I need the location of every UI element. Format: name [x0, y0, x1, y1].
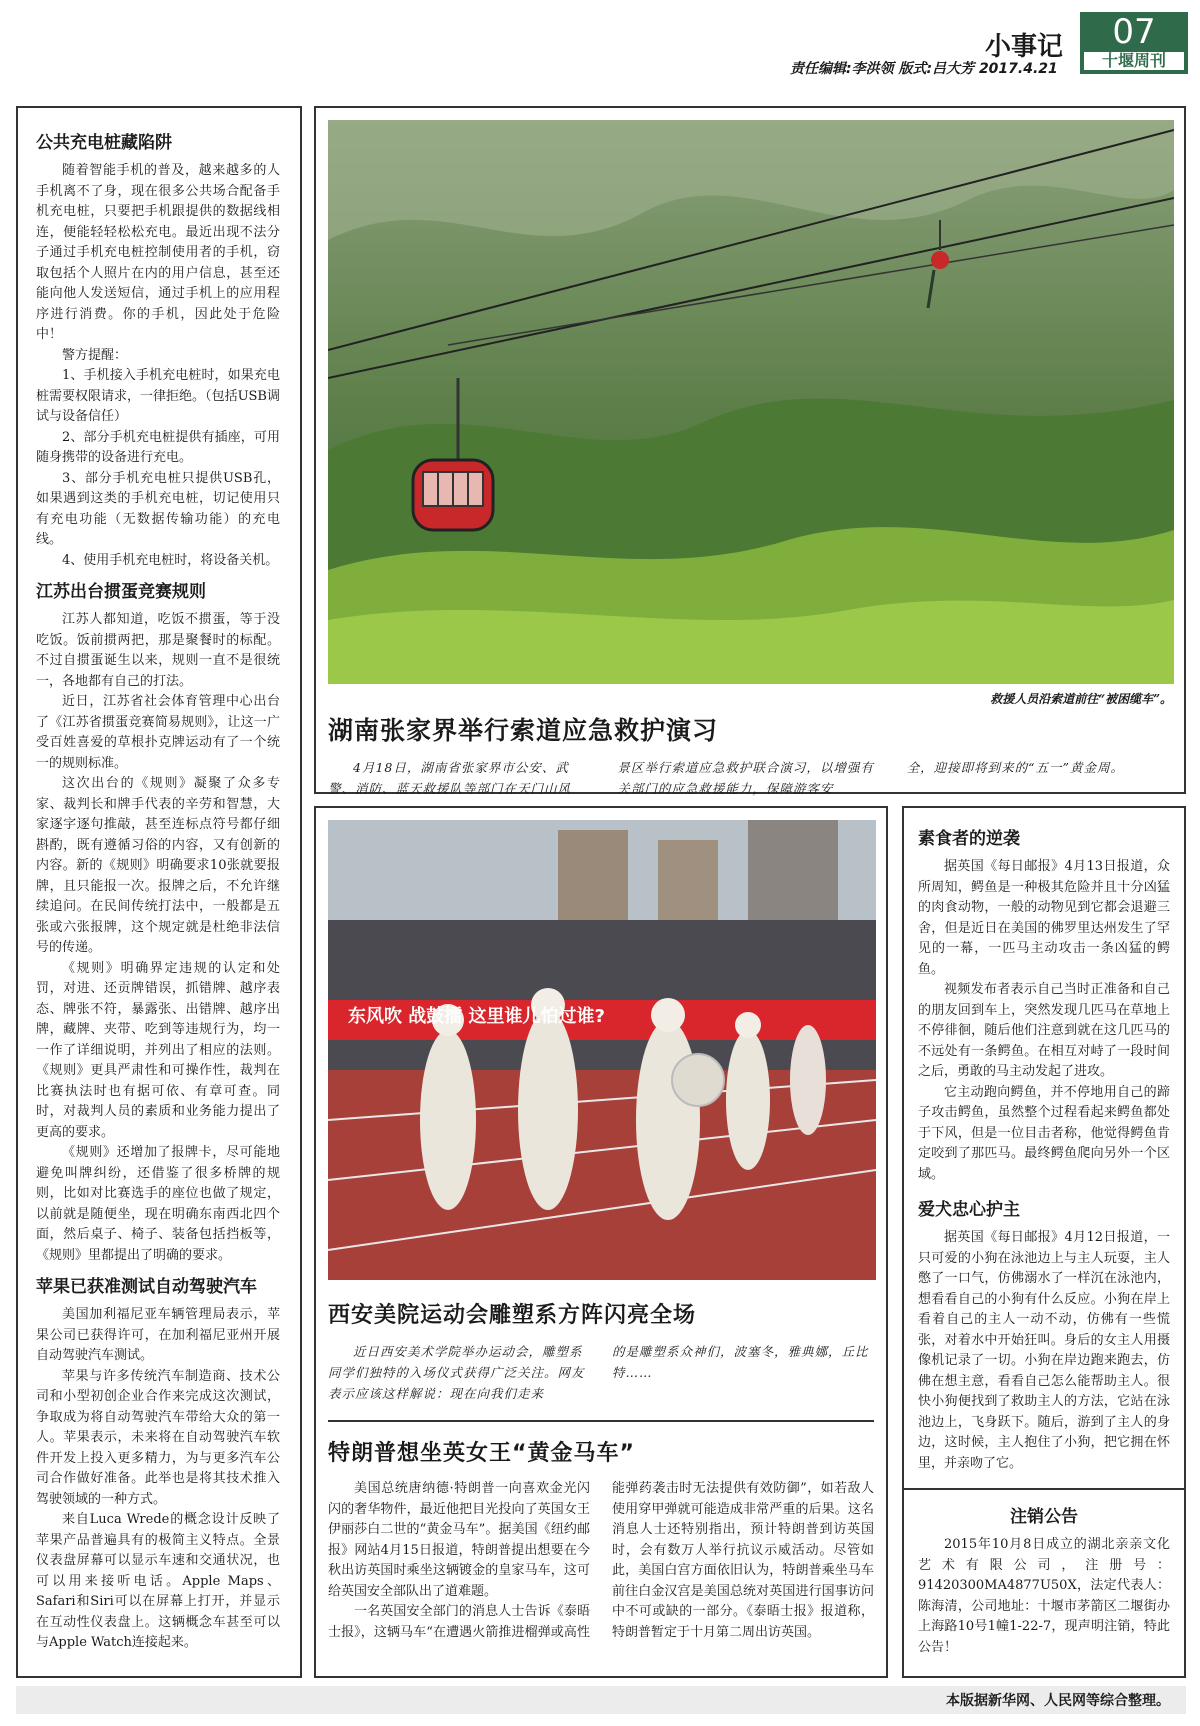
editor-meta: 责任编辑:李洪领 版式:吕大芳 2017.4.21: [790, 61, 1058, 77]
paragraph: 据英国《每日邮报》4月12日报道，一只可爱的小狗在泳池边上与主人玩耍，主人憋了一口气，仿佛溺水了一样沉在泳池内，想看看自己的小狗有什么反应。小狗在岸上看着自己的主人一动不动，仿佛有一些慌张，对着水中开始狂叫。身后的女主人用摄像机记录了一切。小狗在岸边跑来跑去，仿佛在想主意，看看自己怎么能帮助主人。很快小狗便找到了救助主人的方法，它站在泳池边上，飞身跃下。随后，游到了主人的身边，这时候，主人抱住了小狗，把它拥在怀里，并亲吻了它。: [918, 1230, 1170, 1471]
right-column: [902, 806, 1186, 1678]
paragraph: 2、部分手机充电桩提供有插座，可用随身携带的设备进行充电。: [36, 429, 280, 465]
article-title: 苹果已获准测试自动驾驶汽车: [36, 1277, 257, 1297]
notice-text: 2015年10月8日成立的湖北亲亲文化艺术有限公司，注册号：91420300MA4877U50X，法定代表人：陈海清，公司地址：十堰市茅箭区二堰街办上海路10号1幢1-22-7，现声明注销，特此公告！: [918, 1537, 1170, 1655]
paragraph: 景区举行索道应急救护联合演习，以增强有关部门的应急救援能力，保障游客安: [617, 760, 874, 796]
paragraph: 来自Luca Wrede的概念设计反映了苹果产品普遍具有的极简主义特点。全景仪表盘屏幕可以显示车速和交通状况，也可以用来接听电话。Apple Maps、Safari和Siri可以在屏幕上打开，并显示在互动性仪表盘上。这辆概念车甚至可以与Apple Watch连接起来。: [36, 1512, 280, 1650]
article-title: 西安美院运动会雕塑系方阵闪亮全场: [328, 1303, 697, 1328]
paragraph: 一名英国安全部门的消息人士告诉《泰晤士报》，这辆马车“在遭遇火箭推进榴弹或高性能弹药袭击时无法提供有效防御”，如若敌人使用穿甲弹就可能造成非常严重的后果。这名消息人士还特别指出，预计特朗普到访英国时，会有数万人举行抗议示威活动。尽管如此，美国白宫方面依旧认为，特朗普乘坐马车前往白金汉宫是美国总统对英国进行国事访问中不可或缺的一部分。《泰晤士报》报道称，特朗普暂定于十月第二周出访英国。: [328, 1481, 874, 1640]
article-body: [328, 1341, 874, 1404]
paragraph: 《规则》明确界定违规的认定和处罚，对进、还贡牌错误，抓错牌、越序表态、牌张不符，暴露张、出错牌、越序出牌，藏牌、夹带、吃到等违规行为，均一一作了详细说明，并列出了相应的法则。《规则》更具严肃性和可操作性，裁判在比赛执法时也有据可依、有章可查。同时，对裁判人员的素质和业务能力提出了更高的要求。: [36, 960, 280, 1140]
parade-illustration: [328, 820, 876, 1280]
paragraph: 苹果与许多传统汽车制造商、技术公司和小型初创企业合作来完成这次测试，争取成为将自动驾驶汽车带给大众的第一人。苹果表示，未来将在自动驾驶汽车软件开发上投入更多精力，为与更多汽车公司合作做好准备。此举也是将其技术推入驾驶领域的一种方式。: [36, 1368, 280, 1507]
article-body: [328, 757, 1172, 799]
paragraph: 据英国《每日邮报》4月13日报道，众所周知，鳄鱼是一种极其危险并且十分凶猛的肉食动物，一般的动物见到它都会退避三舍，但是近日在美国的佛罗里达州发生了罕见的一幕，一匹马主动攻击一条凶猛的鳄鱼。: [918, 859, 1170, 977]
paragraph: 4月18日，湖南省张家界市公安、武警、消防、蓝天救援队等部门在天门山风: [328, 760, 572, 796]
article-title: 公共充电桩藏陷阱: [36, 133, 172, 153]
paragraph: 它主动跑向鳄鱼，并不停地用自己的蹄子攻击鳄鱼，虽然整个过程看起来鳄鱼都处于下风，但是一位目击者称，他觉得鳄鱼肯定咬到了那匹马。最终鳄鱼爬向另外一个区域。: [918, 1084, 1170, 1182]
banner-text: 东风吹 战鼓擂 这里谁儿怕过谁?: [348, 1006, 605, 1027]
section-title: 小事记: [985, 32, 1064, 62]
paragraph: 1、手机接入手机充电桩时，如果充电桩需要权限请求，一律拒绝。（包括USB调试与设备信任）: [36, 368, 280, 424]
page-number: 07: [1112, 12, 1156, 52]
page-badge: [1080, 12, 1188, 74]
parade-photo: [328, 820, 876, 1280]
cable-car-illustration: [328, 120, 1174, 684]
article-title: 特朗普想坐英女王“黄金马车”: [328, 1441, 635, 1466]
paragraph: 近日，江苏省社会体育管理中心出台了《江苏省掼蛋竞赛简易规则》，让这一广受百姓喜爱的草根扑克牌运动有了一个统一的规则标准。: [36, 694, 280, 771]
left-column: [16, 106, 302, 1678]
article-title: 素食者的逆袭: [918, 829, 1020, 849]
article-title: 江苏出台掼蛋竞赛规则: [36, 582, 206, 602]
article-body: [328, 1479, 874, 1643]
paragraph: 《规则》还增加了报牌卡，尽可能地避免叫牌纠纷，还借鉴了很多桥牌的规则，比如对比赛选手的座位也做了规定，以前就是随便坐，现在明确东南西北四个面，然后桌子、椅子、装备包括挡板等，《规则》里都提出了明确的要求。: [36, 1145, 280, 1263]
image-caption: 救援人员沿索道前往“被困缆车”。: [990, 692, 1172, 706]
paragraph: 江苏人都知道，吃饭不掼蛋，等于没吃饭。饭前掼两把，那是聚餐时的标配。不过自掼蛋诞生以来，规则一直不是很统一，各地都有自己的打法。: [36, 612, 280, 689]
paragraph: 美国加利福尼亚车辆管理局表示，苹果公司已获得许可，在加利福尼亚州开展自动驾驶汽车测试。: [36, 1307, 280, 1363]
paragraph: 4、使用手机充电桩时，将设备关机。: [62, 552, 279, 568]
paragraph: 这次出台的《规则》凝聚了众多专家、裁判长和牌手代表的辛劳和智慧，大家逐字逐句推敲，甚至连标点符号都仔细斟酌，既有遵循习俗的内容，又有创新的内容。新的《规则》明确要求10张就要报牌，且只能报一次。报牌之后，不允许继续追问。在民间传统打法中，一般都是五张或六张报牌，这个规定就是杜绝非法信号的传递。: [36, 776, 280, 955]
paragraph: 的是雕塑系众神们，波塞冬，雅典娜，丘比特……: [612, 1344, 869, 1380]
paragraph: 3、部分手机充电桩只提供USB孔，如果遇到这类的手机充电桩，切记使用只有充电功能（无数据传输功能）的充电线。: [36, 470, 280, 547]
paragraph: 警方提醒：: [62, 347, 128, 363]
top-story-box: [314, 106, 1186, 794]
paper-name: 十堰周刊: [1084, 52, 1184, 70]
divider: [904, 1488, 1184, 1490]
paragraph: 美国总统唐纳德·特朗普一向喜欢金光闪闪的奢华物件，最近他把目光投向了英国女王伊丽莎白二世的“黄金马车”。据美国《纽约邮报》网站4月15日报道，特朗普提出想要在今秋出访英国时乘坐这辆镀金的皇家马车，这可给英国安全部队出了道难题。: [328, 1481, 590, 1599]
paragraph: 视频发布者表示自己当时正准备和自己的朋友回到车上，突然发现几匹马在草地上不停徘徊，随后他们注意到就在这几匹马的不远处有一条鳄鱼。在相互对峙了一段时间之后，勇敢的马主动发起了进攻。: [918, 982, 1170, 1079]
divider: [328, 1420, 874, 1422]
paragraph: 近日西安美术学院举办运动会，雕塑系同学们独特的入场仪式获得广泛关注。网友表示应该这样解说：现在向我们走来: [328, 1344, 585, 1401]
middle-story-box: [314, 806, 888, 1678]
footer-text: 本版据新华网、人民网等综合整理。: [946, 1693, 1170, 1709]
cable-car-photo: [328, 120, 1174, 684]
article-title: 湖南张家界举行索道应急救护演习: [328, 716, 719, 745]
paragraph: 全，迎接即将到来的“五一”黄金周。: [906, 760, 1124, 775]
paragraph: 随着智能手机的普及，越来越多的人手机离不了身，现在很多公共场合配备手机充电桩，只要把手机跟提供的数据线相连，便能轻轻松松充电。最近出现不法分子通过手机充电桩控制使用者的手机，窃取包括个人照片在内的用户信息，甚至还能向他人发送短信，通过手机上的应用程序进行消费。你的手机，因此处于危险中！: [36, 163, 280, 342]
article-title: 爱犬忠心护主: [918, 1200, 1020, 1220]
notice-title: 注销公告: [1010, 1507, 1078, 1527]
